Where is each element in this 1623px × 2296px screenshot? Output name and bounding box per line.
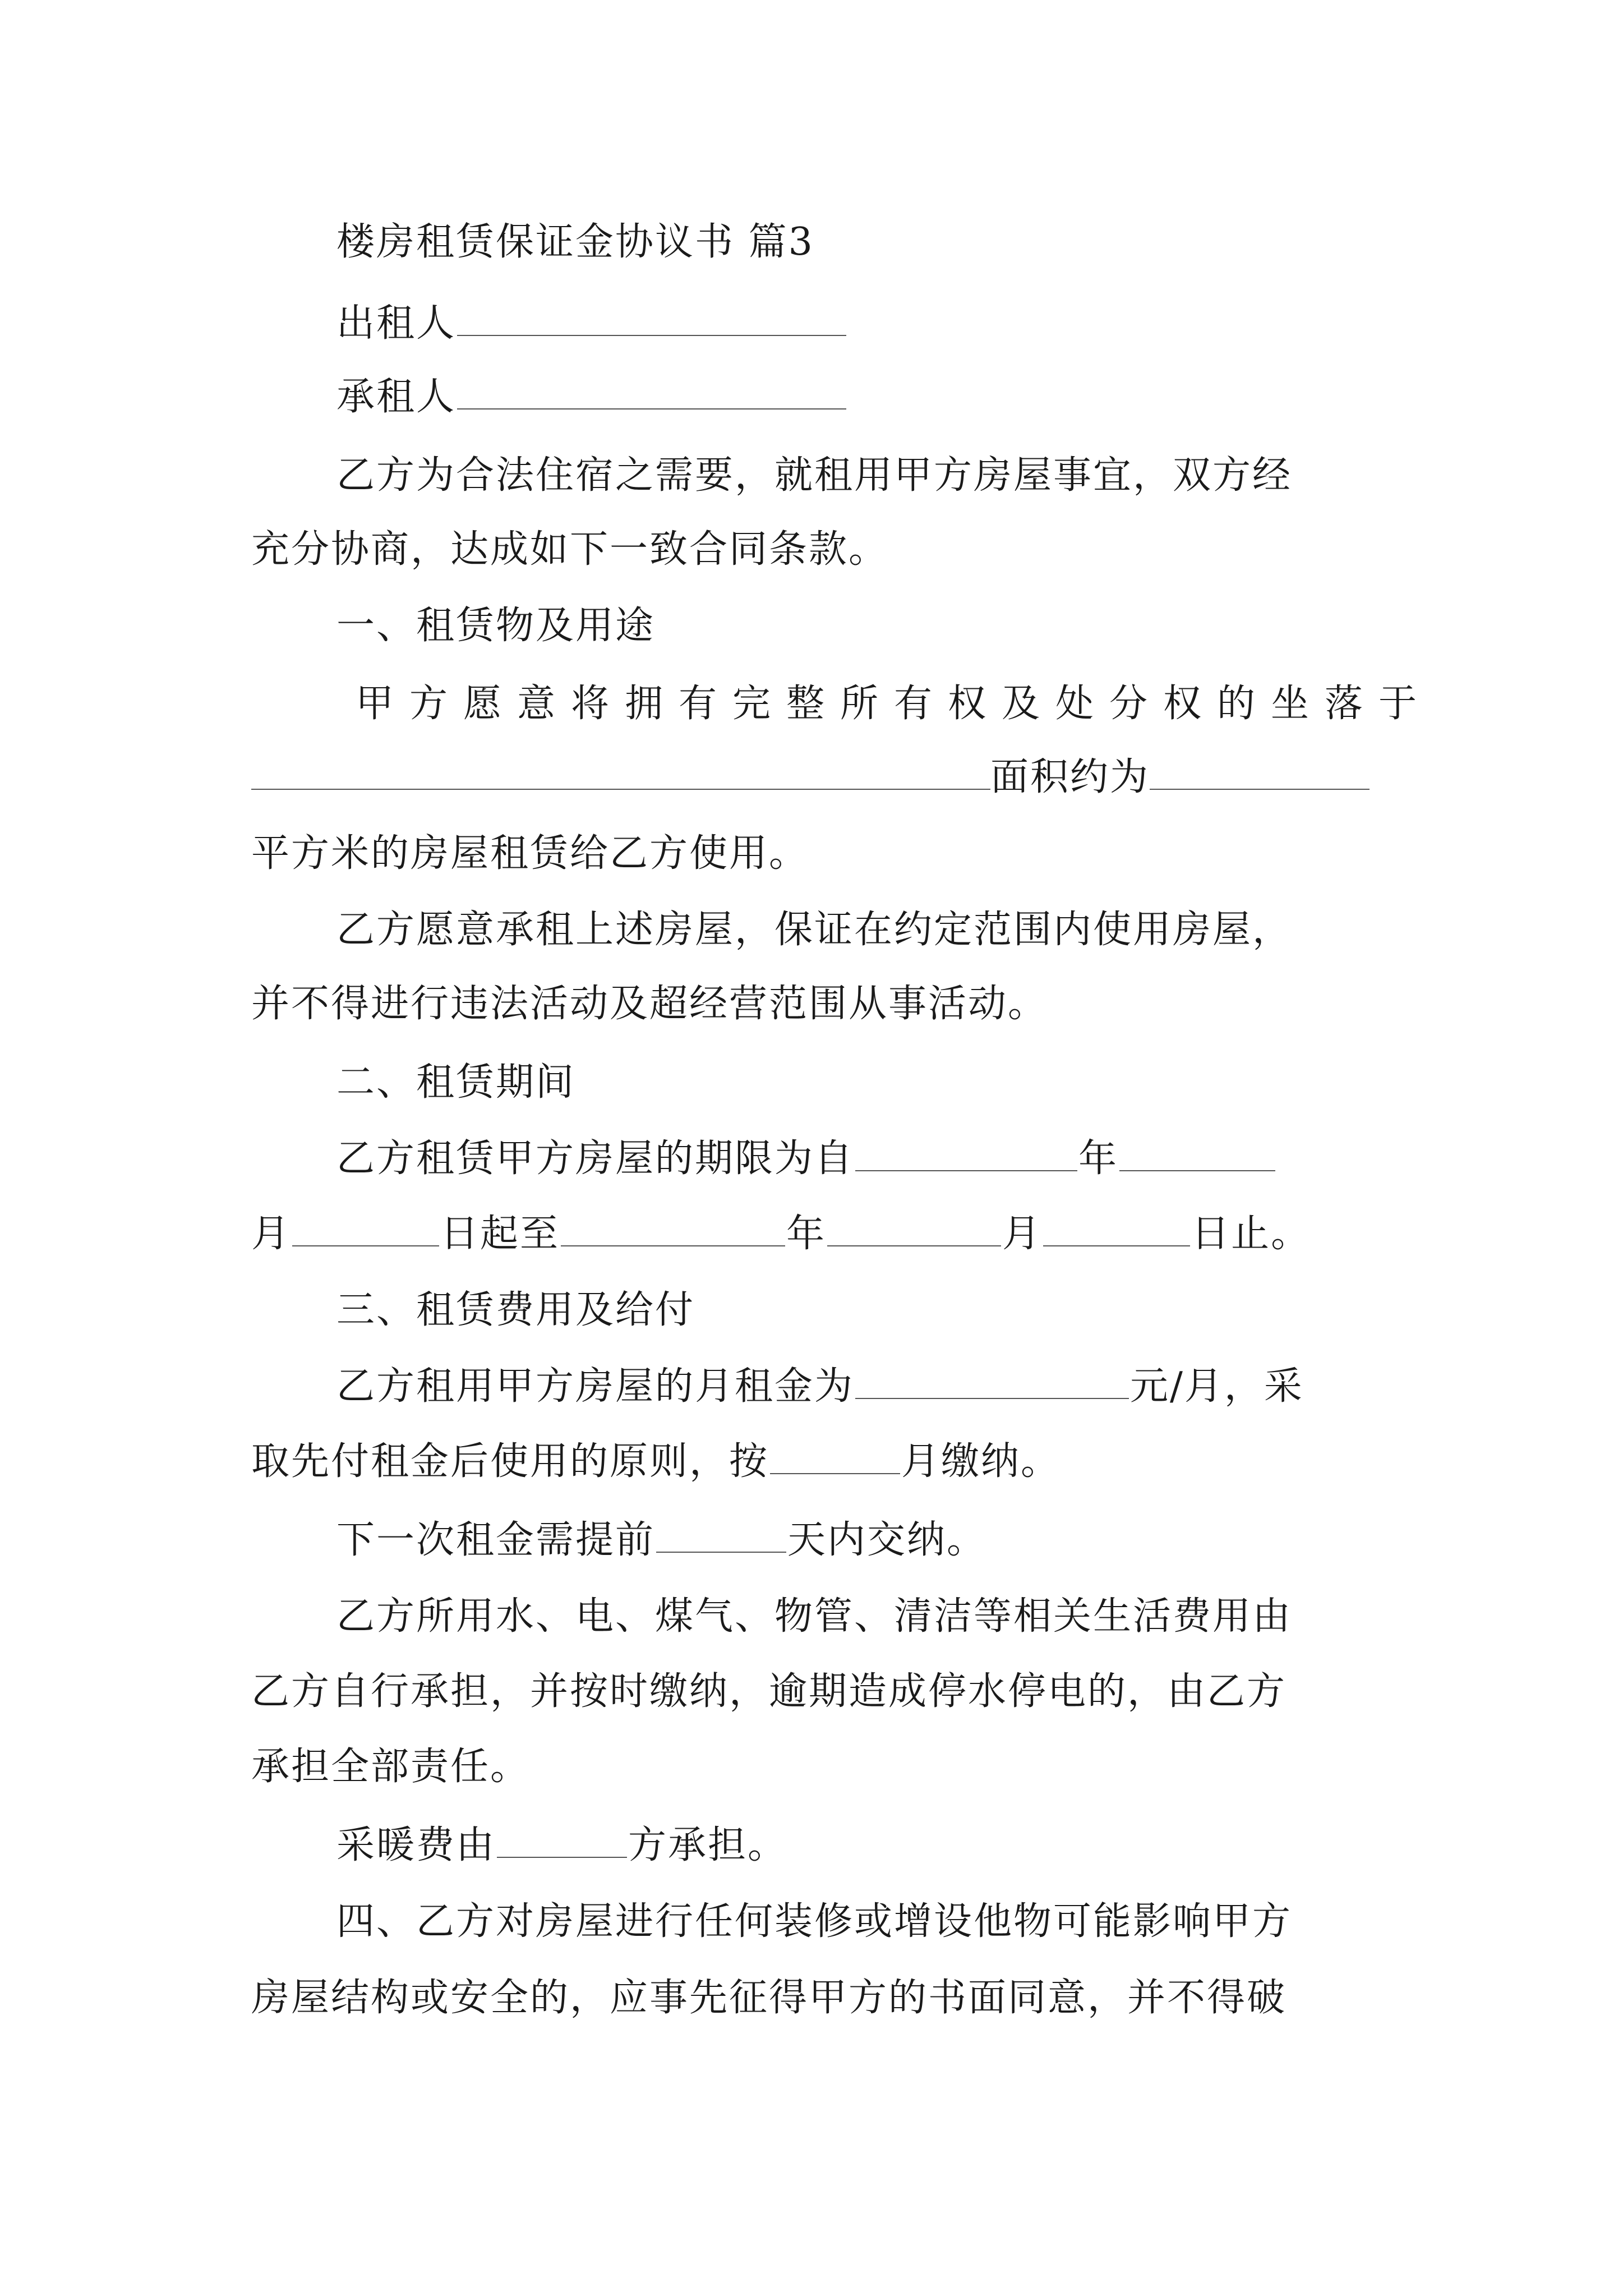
lessee-label: 承租人 bbox=[336, 375, 457, 419]
lessor-label: 出租人 bbox=[336, 301, 457, 346]
s1-p1-line3: 平方米的房屋租赁给乙方使用。 bbox=[251, 831, 809, 876]
advance-days-blank[interactable] bbox=[656, 1519, 786, 1553]
monthly-rent-blank[interactable] bbox=[855, 1365, 1129, 1399]
s1-p1-line2 bbox=[251, 755, 1375, 800]
section-2-heading: 二、租赁期间 bbox=[336, 1060, 576, 1105]
s3-p1-line1: 乙方租用甲方房屋的月租金为 元/月，采 bbox=[336, 1364, 1304, 1409]
end-month-blank[interactable] bbox=[827, 1213, 1001, 1246]
s3-p1-line2: 取先付租金后使用的原则，按 月缴纳。 bbox=[251, 1439, 1061, 1484]
payment-interval-blank[interactable] bbox=[770, 1441, 900, 1474]
s2-p1-line1: 乙方租赁甲方房屋的期限为自 年 bbox=[251, 1137, 1460, 1181]
section-3-heading: 三、租赁费用及给付 bbox=[336, 1288, 695, 1332]
s3-p4-line: 采暖费由 方承担。 bbox=[336, 1823, 788, 1867]
s3-p3-line2: 乙方自行承担，并按时缴纳，逾期造成停水停电的，由乙方 bbox=[251, 1669, 1287, 1714]
intro-line-1: 乙方为合法住宿之需要，就租用甲方房屋事宜，双方经 bbox=[336, 453, 1293, 498]
end-day-blank[interactable] bbox=[1043, 1213, 1190, 1246]
s1-p1-line1: 甲方愿意将拥有完整所有权及处分权的坐落于 bbox=[356, 682, 1433, 726]
s3-p2-line: 下一次租金需提前 天内交纳。 bbox=[336, 1518, 987, 1562]
s3-p3-line1: 乙方所用水、电、煤气、物管、清洁等相关生活费用由 bbox=[336, 1594, 1293, 1639]
intro-line-2: 充分协商，达成如下一致合同条款。 bbox=[251, 527, 889, 572]
section-1-heading: 一、租赁物及用途 bbox=[336, 604, 656, 648]
s1-p2-line1: 乙方愿意承租上述房屋，保证在约定范围内使用房屋， bbox=[336, 908, 1293, 952]
lessor-blank[interactable] bbox=[457, 302, 846, 336]
document-title: 楼房租赁保证金协议书 篇3 bbox=[336, 220, 814, 264]
lessor-line bbox=[251, 301, 1460, 346]
lessee-blank[interactable] bbox=[457, 376, 846, 409]
location-blank[interactable] bbox=[251, 756, 990, 790]
section-4-line2: 房屋结构或安全的，应事先征得甲方的书面同意，并不得破 bbox=[251, 1976, 1287, 2020]
start-month-blank[interactable] bbox=[1119, 1138, 1275, 1171]
s3-p3-line3: 承担全部责任。 bbox=[251, 1745, 531, 1789]
s1-p2-line2: 并不得进行违法活动及超经营范围从事活动。 bbox=[251, 982, 1048, 1026]
area-blank[interactable] bbox=[1150, 756, 1370, 790]
start-day-blank[interactable] bbox=[292, 1213, 439, 1246]
start-year-blank[interactable] bbox=[855, 1138, 1077, 1171]
end-year-blank[interactable] bbox=[561, 1213, 785, 1246]
s2-p1-line2: 月 日起至 年 月 日止。 bbox=[251, 1212, 1311, 1256]
lessee-line bbox=[251, 375, 1460, 420]
area-label: 面积约为 bbox=[990, 755, 1150, 799]
heating-party-blank[interactable] bbox=[497, 1824, 627, 1858]
section-4-line1: 四、乙方对房屋进行任何装修或增设他物可能影响甲方 bbox=[336, 1899, 1293, 1944]
